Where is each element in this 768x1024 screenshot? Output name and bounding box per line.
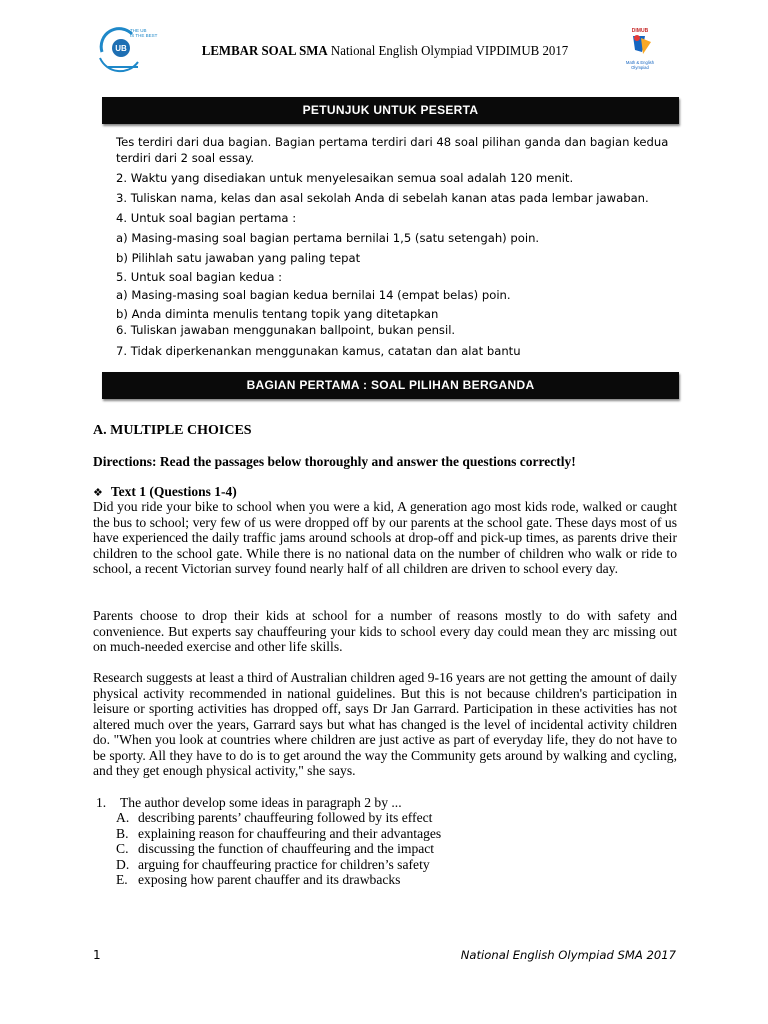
option-letter: C.	[116, 841, 129, 857]
logo-right-line3: Olympiad	[631, 65, 649, 70]
passage-paragraph: Did you ride your bike to school when you were a kid, A generation ago most kids rode, walked or caught the bus to school; very few of us were dropped off by our parents at the school gate. These days most of us have experienced the daily traffic jams around schools at drop-off and pick-up times, as parents drive their children to the school gate. While there is no national data on the number of children who walk or ride to school, a recent Victorian survey found nearly half of all children are driven to school every day.	[93, 499, 677, 576]
instruction-line: a) Masing-masing soal bagian kedua bernilai 14 (empat belas) poin.	[116, 288, 511, 302]
bullet-diamond-icon: ❖	[93, 486, 103, 499]
instruction-line: 3. Tuliskan nama, kelas dan asal sekolah Anda di sebelah kanan atas pada lembar jawaban.	[116, 191, 649, 205]
instruction-line: Tes terdiri dari dua bagian. Bagian pertama terdiri dari 48 soal pilihan ganda dan bagian kedua	[116, 135, 669, 149]
logo-left-line1: THE UB	[130, 28, 147, 33]
answer-option	[116, 841, 441, 857]
instruction-line: 4. Untuk soal bagian pertama :	[116, 211, 297, 225]
section-title: A. MULTIPLE CHOICES	[93, 423, 252, 438]
option-letter: D.	[116, 856, 130, 872]
footer-title: National English Olympiad SMA 2017	[460, 948, 676, 962]
passage-paragraph: Parents choose to drop their kids at school for a number of reasons mostly to do with safety and convenience. But experts say chauffeuring your kids to school every day could mean they arc missing out on much-needed exercise and other life skills.	[93, 608, 677, 654]
option-letter: E.	[116, 872, 128, 888]
instructions-banner: PETUNJUK UNTUK PESERTA	[102, 97, 679, 124]
page-number: 1	[93, 948, 101, 962]
instruction-line: terdiri dari 2 soal essay.	[116, 151, 255, 165]
instruction-line: 2. Waktu yang disediakan untuk menyelesaikan semua soal adalah 120 menit.	[116, 171, 574, 185]
directions: Directions: Read the passages below thoroughly and answer the questions correctly!	[93, 454, 576, 469]
answer-option	[116, 872, 441, 888]
text-heading-label: Text 1 (Questions 1-4)	[110, 484, 237, 499]
option-letter: A.	[116, 810, 130, 825]
answer-option	[116, 810, 441, 826]
header-title-bold: LEMBAR SOAL SMA	[201, 44, 328, 59]
ub-logo	[92, 22, 158, 74]
logo-right-line2: Math & English	[625, 60, 655, 65]
text-heading	[93, 484, 237, 500]
document-header	[169, 44, 601, 60]
logo-left-line2: IS THE BEST	[130, 33, 158, 38]
question-number: 1.	[96, 795, 107, 810]
olympiad-logo	[615, 24, 665, 74]
option-text: explaining reason for chauffeuring and their advantages	[138, 825, 442, 841]
section-banner: BAGIAN PERTAMA : SOAL PILIHAN BERGANDA	[102, 372, 679, 399]
instruction-line: a) Masing-masing soal bagian pertama bernilai 1,5 (satu setengah) poin.	[116, 231, 540, 245]
option-text: exposing how parent chauffer and its drawbacks	[138, 872, 401, 888]
answer-options	[116, 810, 441, 888]
option-text: describing parents’ chauffeuring followed by its effect	[138, 810, 433, 825]
answer-option	[116, 826, 441, 842]
instruction-line: b) Anda diminta menulis tentang topik yang ditetapkan	[116, 307, 439, 321]
logo-right-line1: DIMUB	[631, 28, 649, 34]
instruction-line: 7. Tidak diperkenankan menggunakan kamus, catatan dan alat bantu	[116, 344, 521, 358]
answer-option	[116, 857, 441, 873]
instruction-line: 6. Tuliskan jawaban menggunakan ballpoint, bukan pensil.	[116, 323, 456, 337]
option-text: discussing the function of chauffeuring and the impact	[138, 841, 435, 857]
logo-left-ub: UB	[115, 44, 127, 53]
question-stem	[96, 795, 402, 811]
header-title-rest: National English Olympiad VIPDIMUB 2017	[330, 44, 569, 59]
option-letter: B.	[116, 825, 129, 841]
instruction-line: 5. Untuk soal bagian kedua :	[116, 270, 283, 284]
instruction-line: b) Pilihlah satu jawaban yang paling tepat	[116, 251, 361, 265]
option-text: arguing for chauffeuring practice for children’s safety	[138, 856, 430, 872]
question-text: The author develop some ideas in paragraph 2 by ...	[120, 795, 402, 810]
passage-paragraph: Research suggests at least a third of Australian children aged 9-16 years are not getting the amount of daily physical activity recommended in national guidelines. But this is not because children's participation in leisure or sporting activities has dropped off, says Dr Jan Garrard. Participation in these activities has not altered much over the years, Garrard says but what has changed is the level of incidental activity children do. "When you look at countries where children are just active as part of everyday life, they do not have to be sporty. All they have to do is to get around the way the Community gets around by walking and cycling, and they get enough physical activity," she says.	[93, 670, 677, 778]
